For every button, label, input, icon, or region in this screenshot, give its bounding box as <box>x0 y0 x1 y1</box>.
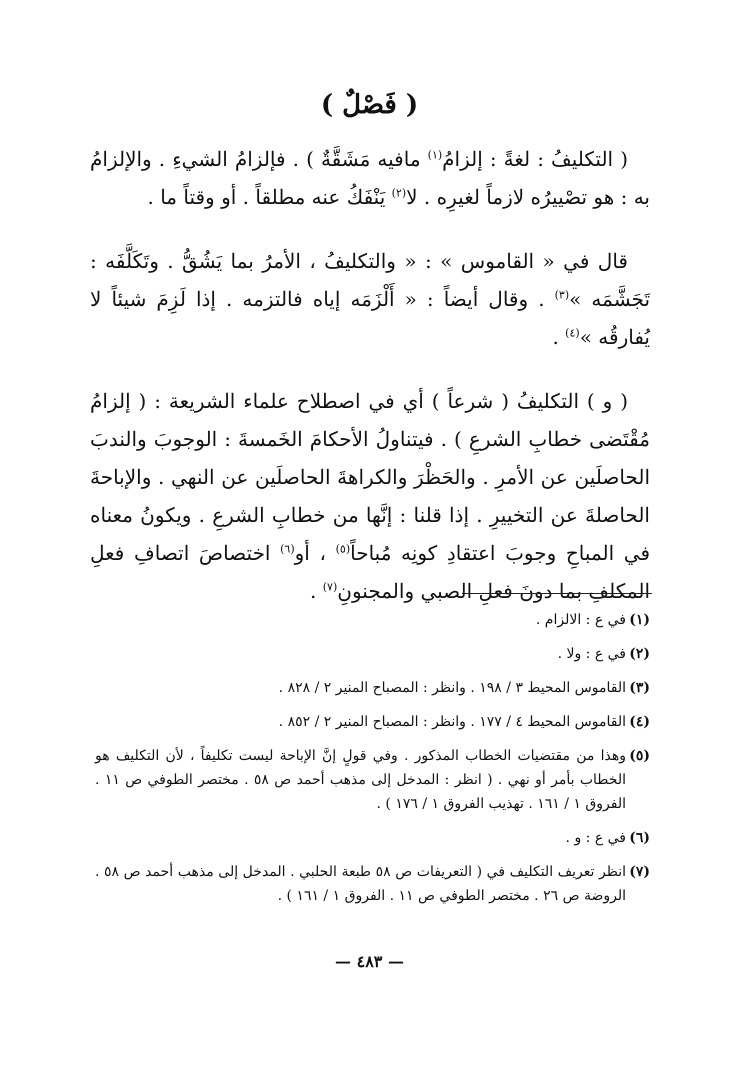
footnote-number: (٦) <box>629 830 650 846</box>
paragraph-text: اختصاصَ اتصافِ فعلِ المكلفِ بما دونَ فعلِ الصبي والمجنونِ <box>90 541 650 603</box>
footnote-text: القاموس المحيط ٣ / ١٩٨ . وانظر : المصباح المنير ٢ / ٨٢٨ . <box>278 680 626 696</box>
footnote-text: في ع : الالزام . <box>535 612 626 628</box>
paragraph-text: ، أو <box>294 541 326 565</box>
footnote-text: في ع : ولا . <box>557 646 626 662</box>
paragraph-text: . <box>310 579 317 603</box>
footnote-text: في ع : و . <box>565 830 626 846</box>
footnote-number: (٢) <box>629 646 650 662</box>
paragraph-3 <box>90 382 650 610</box>
footnote-item <box>95 710 650 734</box>
paragraph-2 <box>90 242 650 356</box>
footnote-divider <box>462 593 652 594</box>
footnote-number: (٣) <box>629 680 650 696</box>
footnote-ref[interactable]: (٤) <box>565 326 580 340</box>
footnote-text: القاموس المحيط ٤ / ١٧٧ . وانظر : المصباح المنير ٢ / ٨٥٢ . <box>278 714 626 730</box>
footnotes <box>95 608 650 918</box>
paragraph-text: ( التكليفُ : لغةً : إلزامُ <box>442 147 628 171</box>
footnote-item <box>95 744 650 816</box>
footnote-item <box>95 676 650 700</box>
footnote-ref[interactable]: (٦) <box>280 542 295 556</box>
paragraph-text: قال في « القاموس » : « والتكليفُ ، الأمرُ بما يَشُقُّ . وتَكَلَّفَه : تَجَشَّمَه » <box>90 249 651 311</box>
footnote-item <box>95 860 650 908</box>
paragraph-text: ( و ) التكليفُ ( شرعاً ) أي في اصطلاح علماء الشريعة : ( إلزامُ مُقْتَضى خطابِ الشرعِ ) . فيتناولُ الأحكامَ الخَمسةَ : الوجوبَ والندبَ الحاصلَين عن الأمرِ . والحَظْرَ والكراهةَ الحاصلَين عن النهي . والإباحةَ الحاصلةَ عن التخييرِ . إذا قلنا : إنَّها من خطابِ الشرعِ . ويكونُ معناه في المباحِ وجوبَ اعتقادِ كونِه مُباحاً <box>90 389 651 565</box>
main-text <box>90 140 650 636</box>
footnote-ref[interactable]: (٣) <box>554 288 570 302</box>
section-heading: ( فَصْلٌ ) <box>320 90 419 120</box>
paragraph-1 <box>90 140 650 216</box>
footnote-text: وهذا من مقتضيات الخطاب المذكور . وفي قولٍ إنَّ الإباحة ليست تكليفاً ، لأن التكليف هو الخطاب بأمر أو نهي . ( انظر : المدخل إلى مذهب أحمد ص ٥٨ . مختصر الطوفي ص ١١ . الفروق ١ / ١٦١ . تهذيب الفروق ١ / ١٧٦ ) . <box>95 748 626 812</box>
footnote-text: انظر تعريف التكليف في ( التعريفات ص ٥٨ طبعة الحلبي . المدخل إلى مذهب أحمد ص ٥٨ . الروضة ص ٢٦ . مختصر الطوفي ص ١١ . الفروق ١ / ١٦١ ) . <box>95 864 627 904</box>
footnote-ref[interactable]: (٥) <box>335 542 351 556</box>
footnote-ref[interactable]: (١) <box>427 148 443 162</box>
footnote-number: (٥) <box>629 748 650 764</box>
footnote-number: (١) <box>629 612 650 628</box>
footnote-item <box>95 826 650 850</box>
footnote-ref[interactable]: (٧) <box>322 580 338 594</box>
paragraph-text: . وقال أيضاً : « أَلْزَمَه إياه فالتزمه . إذا لَزِمَ شيئاً لا يُفارقُه » <box>90 287 650 349</box>
paragraph-text: يَنْفَكُ عنه مطلقاً . أو وقتاً ما . <box>147 185 386 209</box>
footnote-item <box>95 642 650 666</box>
footnote-number: (٤) <box>629 714 650 730</box>
page-number: — ٤٨٣ — <box>335 952 404 971</box>
footnote-item <box>95 608 650 632</box>
footnote-number: (٧) <box>629 864 651 880</box>
paragraph-text: مافيه مَشَقَّةٌ ) . فإلزامُ الشيءِ . والإلزامُ به : هو تصْييرُه لازماً لغيرِه . لا <box>90 147 650 209</box>
footnote-ref[interactable]: (٢) <box>391 186 407 200</box>
paragraph-text: . <box>552 325 559 349</box>
